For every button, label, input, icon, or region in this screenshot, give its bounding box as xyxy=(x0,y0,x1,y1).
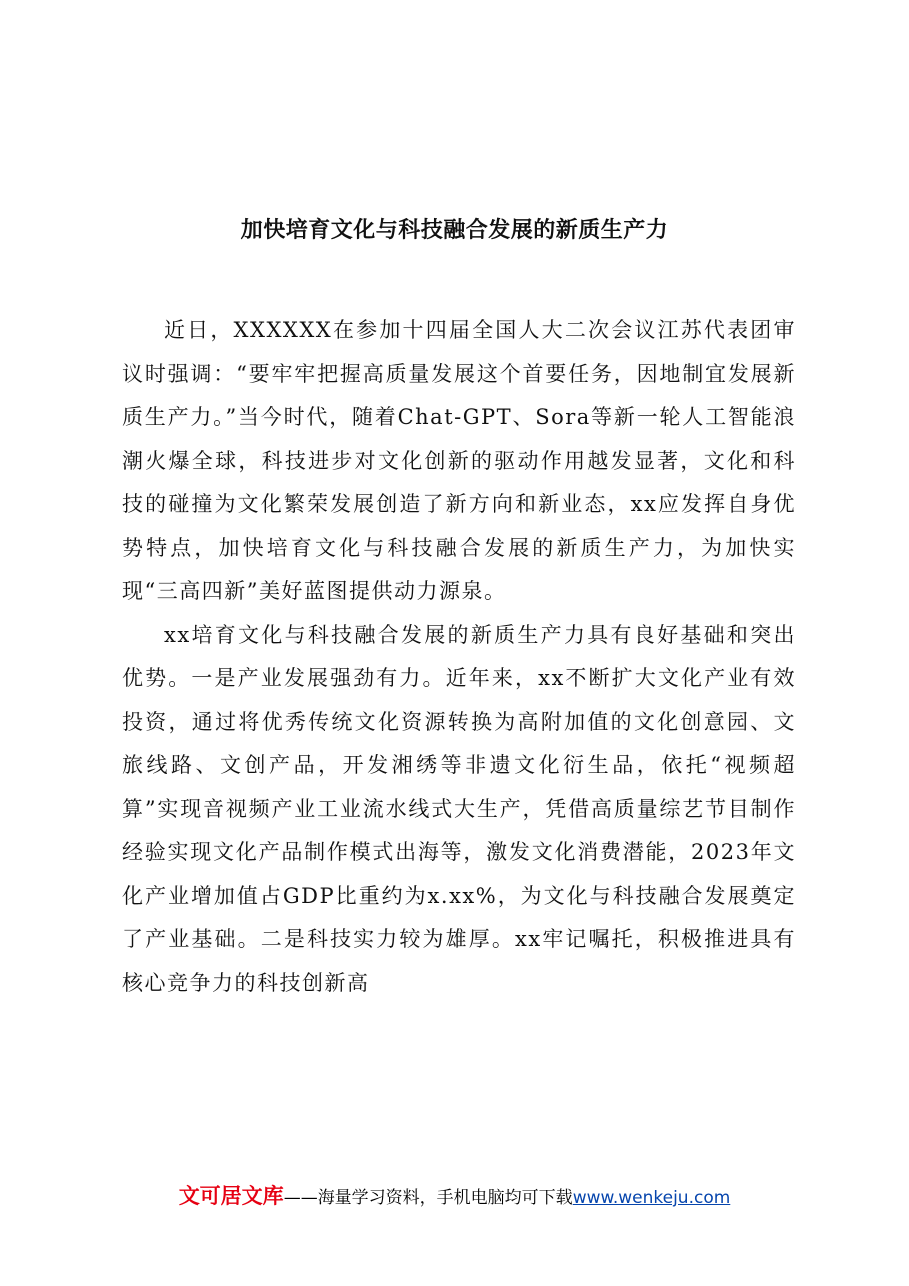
document-body xyxy=(122,309,796,1005)
footer-site-link[interactable]: www.wenkeju.com xyxy=(572,1188,731,1208)
footer-slogan: ——海量学习资料，手机电脑均可下载 xyxy=(283,1188,573,1208)
paragraph-foundation: xx培育文化与科技融合发展的新质生产力具有良好基础和突出优势。一是产业发展强劲有力。近年来，xx不断扩大文化产业有效投资，通过将优秀传统文化资源转换为高附加值的文化创意园、文旅线路、文创产品，开发湘绣等非遗文化衍生品，依托“视频超算”实现音视频产业工业流水线式大生产，凭借高质量综艺节目制作经验实现文化产品制作模式出海等，激发文化消费潜能，2023年文化产业增加值占GDP比重约为x.xx%，为文化与科技融合发展奠定了产业基础。二是科技实力较为雄厚。xx牢记嘱托，积极推进具有核心竞争力的科技创新高 xyxy=(122,622,796,995)
paragraph-intro: 近日，XXXXXX在参加十四届全国人大二次会议江苏代表团审议时强调：“要牢牢把握高质量发展这个首要任务，因地制宜发展新质生产力。”当今时代，随着Chat-GPT、Sora等新一轮人工智能浪潮火爆全球，科技进步对文化创新的驱动作用越发显著，文化和科技的碰撞为文化繁荣发展创造了新方向和新业态，xx应发挥自身优势特点，加快培育文化与科技融合发展的新质生产力，为加快实现“三高四新”美好蓝图提供动力源泉。 xyxy=(122,318,796,603)
footer-banner xyxy=(0,1180,909,1210)
document-title: 加快培育文化与科技融合发展的新质生产力 xyxy=(240,217,669,243)
footer-brand: 文可居文库 xyxy=(178,1184,284,1208)
